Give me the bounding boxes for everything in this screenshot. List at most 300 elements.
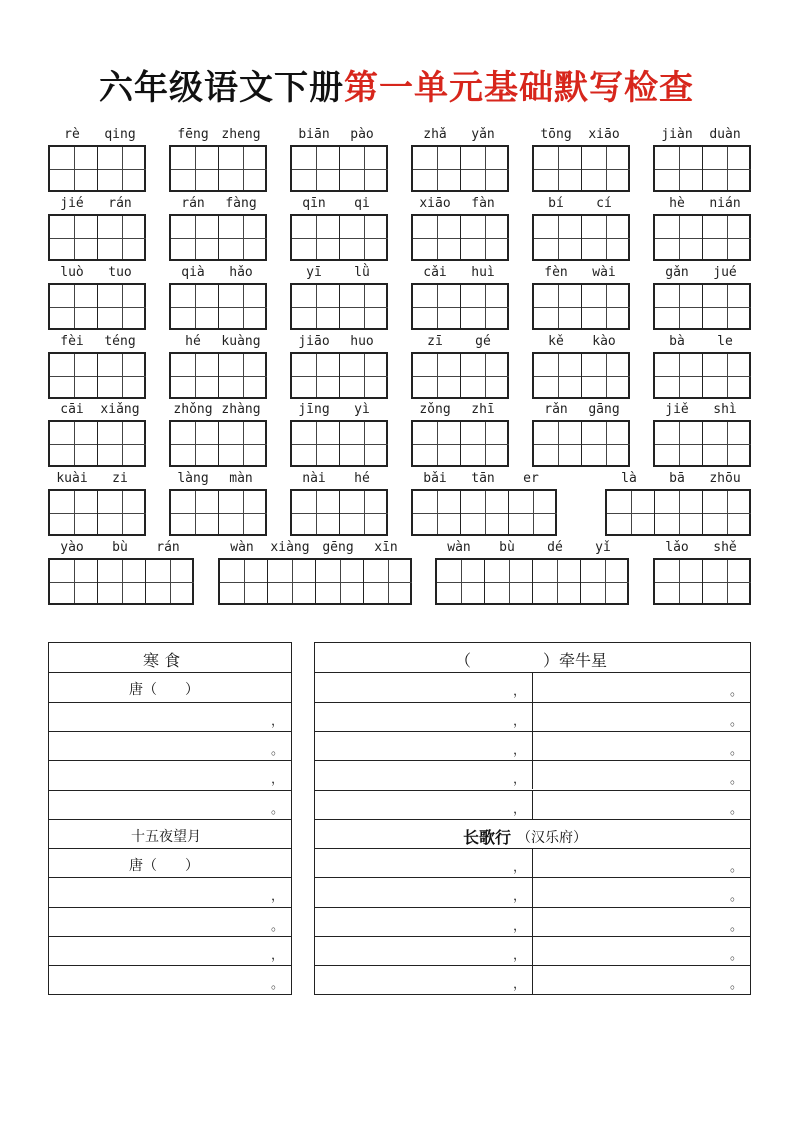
tianzige-cell[interactable] xyxy=(171,216,219,259)
pinyin-syllable: bù xyxy=(499,540,515,555)
poem-line-row[interactable] xyxy=(315,760,750,789)
tianzige-cell[interactable] xyxy=(582,422,630,465)
pinyin-syllable: rán xyxy=(108,196,132,211)
character-writing-grid[interactable] xyxy=(290,145,388,192)
line-punctuation: ， xyxy=(271,772,285,788)
pinyin-syllable: wàn xyxy=(447,540,471,555)
pinyin-word xyxy=(411,195,509,261)
character-writing-grid[interactable] xyxy=(411,489,557,536)
poem-line-row[interactable] xyxy=(315,848,750,877)
tianzige-cell[interactable] xyxy=(703,422,751,465)
poem-author: 唐（ ） xyxy=(129,682,199,699)
pinyin-syllable: làng xyxy=(177,471,209,486)
poem-title-row xyxy=(49,819,291,848)
pinyin-word xyxy=(532,126,630,192)
title-paren-open: （ xyxy=(455,651,472,670)
pinyin-syllable: jiàn xyxy=(661,127,693,142)
character-writing-grid[interactable] xyxy=(411,420,509,467)
poem-title: 长歌行 xyxy=(463,827,512,847)
tianzige-cell[interactable] xyxy=(703,147,751,190)
tianzige-cell[interactable] xyxy=(581,560,629,603)
tianzige-cell[interactable] xyxy=(268,560,316,603)
tianzige-cell[interactable] xyxy=(461,354,509,397)
title-grade: 六年级语文下册 xyxy=(99,68,344,108)
tianzige-cell[interactable] xyxy=(413,422,461,465)
character-writing-grid[interactable] xyxy=(411,352,509,399)
poem-author: 唐（ ） xyxy=(129,858,199,875)
tianzige-cell[interactable] xyxy=(146,560,194,603)
poem-line-row[interactable] xyxy=(315,731,750,760)
character-writing-grid[interactable] xyxy=(653,214,751,261)
character-writing-grid[interactable] xyxy=(169,420,267,467)
pinyin-syllable: qīn xyxy=(302,196,326,211)
tianzige-cell[interactable] xyxy=(292,491,340,534)
pinyin-syllable: tōng xyxy=(540,127,572,142)
line-punctuation-mid: ， xyxy=(513,772,527,788)
line-punctuation: 。 xyxy=(271,801,285,817)
pinyin-syllable: xiāo xyxy=(419,196,451,211)
pinyin-syllable: zi xyxy=(112,471,128,486)
tianzige-cell[interactable] xyxy=(98,216,146,259)
poem-line-row[interactable] xyxy=(49,965,291,994)
tianzige-cell[interactable] xyxy=(461,216,509,259)
pinyin-syllable: yǎn xyxy=(471,127,495,142)
pinyin-syllable: yī xyxy=(306,265,322,280)
poem-title: ）牵牛星 xyxy=(543,651,608,670)
pinyin-syllable: huo xyxy=(350,334,374,349)
poem-title-row xyxy=(315,643,750,672)
pinyin-word xyxy=(290,470,388,536)
poem-line-row[interactable] xyxy=(49,877,291,906)
tianzige-cell[interactable] xyxy=(413,491,461,534)
character-writing-grid[interactable] xyxy=(653,283,751,330)
pinyin-syllable: yì xyxy=(354,402,370,417)
pinyin-syllable: xiāo xyxy=(588,127,620,142)
tianzige-cell[interactable] xyxy=(98,285,146,328)
tianzige-cell[interactable] xyxy=(461,491,509,534)
character-writing-grid[interactable] xyxy=(653,145,751,192)
pinyin-word xyxy=(290,333,388,399)
character-writing-grid[interactable] xyxy=(169,489,267,536)
line-punctuation-mid: ， xyxy=(513,977,527,993)
pinyin-syllable: rán xyxy=(181,196,205,211)
poem-line-row[interactable] xyxy=(49,936,291,965)
pinyin-word xyxy=(411,401,509,467)
pinyin-word xyxy=(653,195,751,261)
line-punctuation-end: 。 xyxy=(730,801,744,817)
poem-table-left xyxy=(48,642,292,995)
tianzige-cell[interactable] xyxy=(340,422,388,465)
tianzige-cell[interactable] xyxy=(50,560,98,603)
tianzige-cell[interactable] xyxy=(50,285,98,328)
tianzige-cell[interactable] xyxy=(219,147,267,190)
pinyin-syllable: bí xyxy=(548,196,564,211)
pinyin-word xyxy=(169,195,267,261)
tianzige-cell[interactable] xyxy=(219,285,267,328)
line-punctuation: 。 xyxy=(271,918,285,934)
pinyin-syllable: téng xyxy=(104,334,136,349)
pinyin-syllable: là xyxy=(621,471,637,486)
tianzige-cell[interactable] xyxy=(50,216,98,259)
character-writing-grid[interactable] xyxy=(532,420,630,467)
line-punctuation-mid: ， xyxy=(513,860,527,876)
tianzige-cell[interactable] xyxy=(655,147,703,190)
tianzige-cell[interactable] xyxy=(171,422,219,465)
pinyin-word xyxy=(169,333,267,399)
character-writing-grid[interactable] xyxy=(653,558,751,605)
pinyin-syllable: zhǒng xyxy=(173,402,213,417)
tianzige-cell[interactable] xyxy=(340,147,388,190)
pinyin-word xyxy=(290,401,388,467)
pinyin-word xyxy=(48,539,194,605)
poem-line-row[interactable] xyxy=(315,672,750,701)
pinyin-syllable: bà xyxy=(669,334,685,349)
poem-line-row[interactable] xyxy=(49,907,291,936)
tianzige-cell[interactable] xyxy=(220,560,268,603)
pinyin-word xyxy=(48,126,146,192)
pinyin-syllable: hé xyxy=(185,334,201,349)
pinyin-word xyxy=(411,470,557,536)
character-writing-grid[interactable] xyxy=(532,352,630,399)
pinyin-syllable: fèn xyxy=(544,265,568,280)
pinyin-syllable: xiàng xyxy=(270,540,310,555)
line-punctuation: 。 xyxy=(271,742,285,758)
tianzige-cell[interactable] xyxy=(437,560,485,603)
pinyin-word xyxy=(290,264,388,330)
line-punctuation-mid: ， xyxy=(513,713,527,729)
tianzige-cell[interactable] xyxy=(655,216,703,259)
pinyin-word xyxy=(532,195,630,261)
poem-line-row[interactable] xyxy=(315,877,750,906)
tianzige-cell[interactable] xyxy=(98,491,146,534)
pinyin-syllable: fàn xyxy=(471,196,495,211)
pinyin-syllable: xīn xyxy=(374,540,398,555)
tianzige-cell[interactable] xyxy=(292,285,340,328)
character-writing-grid[interactable] xyxy=(169,214,267,261)
line-punctuation-end: 。 xyxy=(730,860,744,876)
tianzige-cell[interactable] xyxy=(340,285,388,328)
poem-line-row[interactable] xyxy=(315,790,750,819)
poem-line-row[interactable] xyxy=(49,760,291,789)
pinyin-syllable: qi xyxy=(354,196,370,211)
pinyin-syllable: hǎo xyxy=(229,265,253,280)
tianzige-cell[interactable] xyxy=(655,354,703,397)
pinyin-syllable: duàn xyxy=(709,127,741,142)
tianzige-cell[interactable] xyxy=(582,354,630,397)
pinyin-syllable: lǜ xyxy=(354,265,370,280)
line-punctuation-end: 。 xyxy=(730,977,744,993)
tianzige-cell[interactable] xyxy=(413,354,461,397)
line-punctuation-end: 。 xyxy=(730,742,744,758)
line-punctuation-mid: ， xyxy=(513,742,527,758)
tianzige-cell[interactable] xyxy=(413,216,461,259)
tianzige-cell[interactable] xyxy=(292,216,340,259)
pinyin-syllable: kuài xyxy=(56,471,88,486)
pinyin-syllable: yǐ xyxy=(595,540,611,555)
character-writing-grid[interactable] xyxy=(290,283,388,330)
pinyin-word xyxy=(48,195,146,261)
poem-source: （汉乐府） xyxy=(517,829,587,846)
tianzige-cell[interactable] xyxy=(582,147,630,190)
pinyin-syllable: cāi xyxy=(60,402,84,417)
character-writing-grid[interactable] xyxy=(48,420,146,467)
tianzige-cell[interactable] xyxy=(509,491,557,534)
tianzige-cell[interactable] xyxy=(171,491,219,534)
pinyin-word xyxy=(605,470,751,536)
pinyin-syllable: jié xyxy=(60,196,84,211)
tianzige-cell[interactable] xyxy=(582,285,630,328)
poem-author-row xyxy=(49,848,291,877)
tianzige-cell[interactable] xyxy=(534,147,582,190)
tianzige-cell[interactable] xyxy=(533,560,581,603)
line-punctuation-end: 。 xyxy=(730,684,744,700)
pinyin-word xyxy=(48,470,146,536)
character-writing-grid[interactable] xyxy=(435,558,629,605)
pinyin-syllable: màn xyxy=(229,471,253,486)
character-writing-grid[interactable] xyxy=(218,558,412,605)
character-writing-grid[interactable] xyxy=(48,145,146,192)
character-writing-grid[interactable] xyxy=(48,283,146,330)
tianzige-cell[interactable] xyxy=(703,491,751,534)
tianzige-cell[interactable] xyxy=(461,422,509,465)
tianzige-cell[interactable] xyxy=(413,147,461,190)
tianzige-cell[interactable] xyxy=(219,216,267,259)
character-writing-grid[interactable] xyxy=(411,214,509,261)
pinyin-syllable: fàng xyxy=(225,196,257,211)
tianzige-cell[interactable] xyxy=(534,422,582,465)
pinyin-syllable: zhàng xyxy=(221,402,261,417)
tianzige-cell[interactable] xyxy=(340,354,388,397)
tianzige-cell[interactable] xyxy=(534,354,582,397)
tianzige-cell[interactable] xyxy=(316,560,364,603)
character-writing-grid[interactable] xyxy=(411,283,509,330)
character-writing-grid[interactable] xyxy=(532,214,630,261)
tianzige-cell[interactable] xyxy=(340,491,388,534)
character-writing-grid[interactable] xyxy=(48,558,194,605)
tianzige-cell[interactable] xyxy=(534,285,582,328)
pinyin-syllable: jiě xyxy=(665,402,689,417)
character-writing-grid[interactable] xyxy=(653,420,751,467)
pinyin-syllable: zǒng xyxy=(419,402,451,417)
character-writing-grid[interactable] xyxy=(48,489,146,536)
pinyin-word xyxy=(290,126,388,192)
character-writing-grid[interactable] xyxy=(605,489,751,536)
pinyin-word xyxy=(290,195,388,261)
tianzige-cell[interactable] xyxy=(703,285,751,328)
pinyin-syllable: bǎi xyxy=(423,471,447,486)
tianzige-cell[interactable] xyxy=(292,147,340,190)
pinyin-syllable: lǎo xyxy=(665,540,689,555)
pinyin-word xyxy=(169,264,267,330)
pinyin-syllable: zhǎ xyxy=(423,127,447,142)
tianzige-cell[interactable] xyxy=(50,147,98,190)
tianzige-cell[interactable] xyxy=(485,560,533,603)
pinyin-word xyxy=(218,539,412,605)
line-punctuation: ， xyxy=(271,713,285,729)
page-title xyxy=(0,60,793,109)
pinyin-word xyxy=(411,126,509,192)
line-punctuation-mid: ， xyxy=(513,684,527,700)
pinyin-word xyxy=(411,264,509,330)
pinyin-syllable: kào xyxy=(592,334,616,349)
pinyin-syllable: kě xyxy=(548,334,564,349)
pinyin-syllable: hé xyxy=(354,471,370,486)
tianzige-cell[interactable] xyxy=(607,491,655,534)
tianzige-cell[interactable] xyxy=(50,354,98,397)
tianzige-cell[interactable] xyxy=(98,422,146,465)
pinyin-syllable: fēng xyxy=(177,127,209,142)
pinyin-syllable: pào xyxy=(350,127,374,142)
poem-title-row xyxy=(315,819,750,848)
tianzige-cell[interactable] xyxy=(655,491,703,534)
pinyin-syllable: shě xyxy=(713,540,737,555)
title-unit: 第一单元基础默写检查 xyxy=(344,68,694,108)
pinyin-syllable: qing xyxy=(104,127,136,142)
pinyin-word xyxy=(653,401,751,467)
pinyin-syllable: shì xyxy=(713,402,737,417)
pinyin-syllable: jiāo xyxy=(298,334,330,349)
pinyin-syllable: gǎn xyxy=(665,265,689,280)
pinyin-word xyxy=(48,333,146,399)
tianzige-cell[interactable] xyxy=(98,560,146,603)
pinyin-syllable: fèi xyxy=(60,334,84,349)
character-writing-grid[interactable] xyxy=(48,214,146,261)
character-writing-grid[interactable] xyxy=(169,283,267,330)
tianzige-cell[interactable] xyxy=(413,285,461,328)
tianzige-cell[interactable] xyxy=(219,354,267,397)
tianzige-cell[interactable] xyxy=(655,422,703,465)
tianzige-cell[interactable] xyxy=(461,147,509,190)
tianzige-cell[interactable] xyxy=(340,216,388,259)
poem-title-row xyxy=(49,643,291,672)
pinyin-word xyxy=(169,126,267,192)
pinyin-syllable: gāng xyxy=(588,402,620,417)
poem-line-row[interactable] xyxy=(315,907,750,936)
tianzige-cell[interactable] xyxy=(171,147,219,190)
pinyin-word xyxy=(48,401,146,467)
pinyin-syllable: jīng xyxy=(298,402,330,417)
pinyin-syllable: tān xyxy=(471,471,495,486)
pinyin-syllable: huì xyxy=(471,265,495,280)
pinyin-syllable: cǎi xyxy=(423,265,447,280)
tianzige-cell[interactable] xyxy=(703,354,751,397)
tianzige-cell[interactable] xyxy=(364,560,412,603)
character-writing-grid[interactable] xyxy=(653,352,751,399)
pinyin-syllable: tuo xyxy=(108,265,132,280)
pinyin-syllable: nài xyxy=(302,471,326,486)
pinyin-syllable: bā xyxy=(669,471,685,486)
pinyin-word xyxy=(653,264,751,330)
line-punctuation-end: 。 xyxy=(730,889,744,905)
poem-author-row xyxy=(49,672,291,701)
line-punctuation: ， xyxy=(271,889,285,905)
pinyin-word xyxy=(411,333,509,399)
pinyin-word xyxy=(435,539,629,605)
poem-line-row[interactable] xyxy=(315,702,750,731)
pinyin-syllable: jué xyxy=(713,265,737,280)
tianzige-cell[interactable] xyxy=(171,285,219,328)
pinyin-syllable: kuàng xyxy=(221,334,261,349)
pinyin-syllable: rán xyxy=(156,540,180,555)
tianzige-cell[interactable] xyxy=(703,216,751,259)
character-writing-grid[interactable] xyxy=(169,352,267,399)
line-punctuation-end: 。 xyxy=(730,948,744,963)
pinyin-syllable: biān xyxy=(298,127,330,142)
poem-table-right xyxy=(314,642,751,995)
line-punctuation-end: 。 xyxy=(730,713,744,729)
character-writing-grid[interactable] xyxy=(411,145,509,192)
pinyin-word xyxy=(169,470,267,536)
pinyin-syllable: rǎn xyxy=(544,402,568,417)
character-writing-grid[interactable] xyxy=(532,145,630,192)
character-writing-grid[interactable] xyxy=(532,283,630,330)
pinyin-syllable: bù xyxy=(112,540,128,555)
poem-title: 十五夜望月 xyxy=(131,828,201,845)
pinyin-word xyxy=(532,401,630,467)
tianzige-cell[interactable] xyxy=(98,147,146,190)
poem-title: 寒 食 xyxy=(143,651,181,670)
pinyin-syllable: wàn xyxy=(230,540,254,555)
line-punctuation-mid: ， xyxy=(513,889,527,905)
tianzige-cell[interactable] xyxy=(50,491,98,534)
pinyin-syllable: hè xyxy=(669,196,685,211)
tianzige-cell[interactable] xyxy=(582,216,630,259)
character-writing-grid[interactable] xyxy=(290,420,388,467)
tianzige-cell[interactable] xyxy=(655,560,703,603)
poem-line-row[interactable] xyxy=(49,731,291,760)
pinyin-syllable: wài xyxy=(592,265,616,280)
pinyin-word xyxy=(169,401,267,467)
line-punctuation: 。 xyxy=(271,977,285,993)
character-writing-grid[interactable] xyxy=(48,352,146,399)
character-writing-grid[interactable] xyxy=(169,145,267,192)
poem-line-row[interactable] xyxy=(49,790,291,819)
pinyin-syllable: er xyxy=(523,471,539,486)
tianzige-cell[interactable] xyxy=(292,422,340,465)
tianzige-cell[interactable] xyxy=(219,422,267,465)
tianzige-cell[interactable] xyxy=(534,216,582,259)
tianzige-cell[interactable] xyxy=(461,285,509,328)
tianzige-cell[interactable] xyxy=(171,354,219,397)
tianzige-cell[interactable] xyxy=(703,560,751,603)
pinyin-syllable: zī xyxy=(427,334,443,349)
pinyin-syllable: gé xyxy=(475,334,491,349)
line-punctuation-end: 。 xyxy=(730,918,744,934)
pinyin-syllable: qià xyxy=(181,265,205,280)
pinyin-syllable: zhī xyxy=(471,402,495,417)
character-writing-grid[interactable] xyxy=(290,214,388,261)
tianzige-cell[interactable] xyxy=(219,491,267,534)
tianzige-cell[interactable] xyxy=(655,285,703,328)
pinyin-syllable: le xyxy=(717,334,733,349)
pinyin-syllable: gēng xyxy=(322,540,354,555)
tianzige-cell[interactable] xyxy=(292,354,340,397)
pinyin-word xyxy=(653,333,751,399)
pinyin-word xyxy=(653,539,751,605)
poem-line-row[interactable] xyxy=(315,936,750,965)
line-punctuation-mid: ， xyxy=(513,948,527,963)
line-punctuation-end: 。 xyxy=(730,772,744,788)
poem-line-row[interactable] xyxy=(49,702,291,731)
pinyin-syllable: dé xyxy=(547,540,563,555)
line-punctuation-mid: ， xyxy=(513,801,527,817)
character-writing-grid[interactable] xyxy=(290,489,388,536)
pinyin-word xyxy=(532,333,630,399)
tianzige-cell[interactable] xyxy=(50,422,98,465)
poem-line-row[interactable] xyxy=(315,965,750,994)
character-writing-grid[interactable] xyxy=(290,352,388,399)
tianzige-cell[interactable] xyxy=(98,354,146,397)
